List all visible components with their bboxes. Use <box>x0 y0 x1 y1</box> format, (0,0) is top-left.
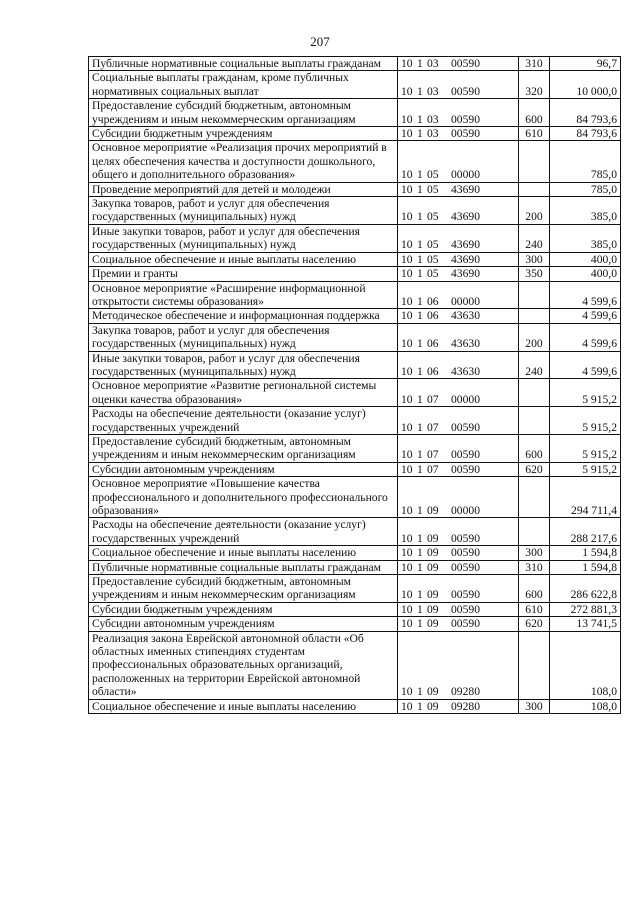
code-activity: 09 <box>427 617 439 631</box>
amount: 286 622,8 <box>550 575 621 603</box>
amount: 108,0 <box>550 699 621 713</box>
target-code <box>398 252 519 266</box>
code-activity: 06 <box>427 364 439 378</box>
code-direction: 43690 <box>451 252 480 266</box>
expense-type-code: 200 <box>519 323 550 351</box>
target-code <box>398 309 519 323</box>
table-row <box>89 631 621 699</box>
expense-type-code <box>519 309 550 323</box>
code-direction: 09280 <box>451 685 480 699</box>
code-program: 10 <box>401 210 413 224</box>
target-code <box>398 546 519 560</box>
code-subprogram: 1 <box>417 168 423 182</box>
expense-name: Социальное обеспечение и иные выплаты населению <box>89 546 398 560</box>
code-subprogram: 1 <box>417 448 423 462</box>
table-row <box>89 351 621 379</box>
budget-table <box>88 56 621 714</box>
table-row <box>89 182 621 196</box>
target-code <box>398 407 519 435</box>
expense-type-code: 600 <box>519 99 550 127</box>
code-program: 10 <box>401 168 413 182</box>
expense-name: Субсидии бюджетным учреждениям <box>89 127 398 141</box>
code-direction: 00590 <box>451 546 480 560</box>
amount: 108,0 <box>550 631 621 699</box>
expense-name: Социальное обеспечение и иные выплаты населению <box>89 252 398 266</box>
target-code <box>398 560 519 574</box>
amount: 5 915,2 <box>550 462 621 476</box>
amount: 1 594,8 <box>550 560 621 574</box>
code-subprogram: 1 <box>417 588 423 602</box>
code-activity: 07 <box>427 392 439 406</box>
table-row <box>89 617 621 631</box>
expense-type-code: 610 <box>519 127 550 141</box>
code-subprogram: 1 <box>417 127 423 141</box>
code-subprogram: 1 <box>417 685 423 699</box>
code-direction: 43630 <box>451 337 480 351</box>
code-activity: 09 <box>427 546 439 560</box>
code-subprogram: 1 <box>417 617 423 631</box>
table-row <box>89 546 621 560</box>
expense-type-code <box>519 477 550 518</box>
amount: 10 000,0 <box>550 71 621 99</box>
expense-name: Субсидии автономным учреждениям <box>89 462 398 476</box>
table-row <box>89 323 621 351</box>
expense-type-code: 320 <box>519 71 550 99</box>
expense-type-code: 350 <box>519 267 550 281</box>
expense-name: Основное мероприятие «Реализация прочих мероприятий в целях обеспечения качества и доступности дошкольного, общего и дополнительного образования» <box>89 141 398 182</box>
target-code <box>398 267 519 281</box>
table-row <box>89 477 621 518</box>
table-row <box>89 518 621 546</box>
table-row <box>89 141 621 182</box>
amount: 84 793,6 <box>550 127 621 141</box>
code-direction: 00590 <box>451 617 480 631</box>
table-row <box>89 57 621 71</box>
code-direction: 00590 <box>451 588 480 602</box>
code-program: 10 <box>401 685 413 699</box>
table-row <box>89 699 621 713</box>
target-code <box>398 575 519 603</box>
code-direction: 00000 <box>451 392 480 406</box>
table-row <box>89 309 621 323</box>
code-activity: 09 <box>427 560 439 574</box>
code-activity: 03 <box>427 127 439 141</box>
code-subprogram: 1 <box>417 462 423 476</box>
code-activity: 09 <box>427 588 439 602</box>
code-program: 10 <box>401 420 413 434</box>
code-activity: 03 <box>427 57 439 70</box>
table-row <box>89 71 621 99</box>
target-code <box>398 57 519 71</box>
target-code <box>398 351 519 379</box>
target-code <box>398 462 519 476</box>
code-program: 10 <box>401 448 413 462</box>
amount: 385,0 <box>550 197 621 225</box>
target-code <box>398 631 519 699</box>
table-row <box>89 407 621 435</box>
expense-name: Основное мероприятие «Расширение информационной открытости системы образования» <box>89 281 398 309</box>
expense-name: Иные закупки товаров, работ и услуг для обеспечения государственных (муниципальных) нужд <box>89 351 398 379</box>
target-code <box>398 127 519 141</box>
code-program: 10 <box>401 531 413 545</box>
code-subprogram: 1 <box>417 112 423 126</box>
expense-type-code <box>519 182 550 196</box>
amount: 84 793,6 <box>550 99 621 127</box>
target-code <box>398 197 519 225</box>
code-program: 10 <box>401 392 413 406</box>
code-direction: 43690 <box>451 210 480 224</box>
code-direction: 00000 <box>451 168 480 182</box>
code-activity: 07 <box>427 420 439 434</box>
code-program: 10 <box>401 546 413 560</box>
code-program: 10 <box>401 617 413 631</box>
code-activity: 09 <box>427 602 439 616</box>
target-code <box>398 602 519 616</box>
expense-name: Предоставление субсидий бюджетным, автономным учреждениям и иным некоммерческим организациям <box>89 434 398 462</box>
amount: 288 217,6 <box>550 518 621 546</box>
code-subprogram: 1 <box>417 504 423 517</box>
table-row <box>89 434 621 462</box>
code-direction: 43630 <box>451 309 480 323</box>
code-program: 10 <box>401 84 413 98</box>
amount: 400,0 <box>550 252 621 266</box>
expense-name: Проведение мероприятий для детей и молодежи <box>89 182 398 196</box>
expense-name: Расходы на обеспечение деятельности (оказание услуг) государственных учреждений <box>89 518 398 546</box>
code-subprogram: 1 <box>417 267 423 281</box>
expense-type-code: 240 <box>519 351 550 379</box>
code-activity: 06 <box>427 309 439 323</box>
code-program: 10 <box>401 238 413 252</box>
amount: 5 915,2 <box>550 379 621 407</box>
expense-name: Субсидии бюджетным учреждениям <box>89 602 398 616</box>
table-row <box>89 379 621 407</box>
table-row <box>89 197 621 225</box>
amount: 4 599,6 <box>550 351 621 379</box>
code-direction: 00590 <box>451 602 480 616</box>
expense-name: Субсидии автономным учреждениям <box>89 617 398 631</box>
table-row <box>89 281 621 309</box>
code-activity: 07 <box>427 448 439 462</box>
target-code <box>398 224 519 252</box>
amount: 785,0 <box>550 141 621 182</box>
code-activity: 05 <box>427 210 439 224</box>
target-code <box>398 141 519 182</box>
expense-name: Основное мероприятие «Повышение качества профессионального и дополнительного профессионального образования» <box>89 477 398 518</box>
code-activity: 05 <box>427 238 439 252</box>
code-direction: 43690 <box>451 182 480 196</box>
code-activity: 07 <box>427 462 439 476</box>
code-direction: 00590 <box>451 531 480 545</box>
target-code <box>398 518 519 546</box>
code-direction: 00590 <box>451 127 480 141</box>
expense-name: Закупка товаров, работ и услуг для обеспечения государственных (муниципальных) нужд <box>89 197 398 225</box>
code-direction: 00590 <box>451 448 480 462</box>
code-program: 10 <box>401 294 413 308</box>
amount: 5 915,2 <box>550 434 621 462</box>
expense-type-code: 600 <box>519 434 550 462</box>
amount: 4 599,6 <box>550 323 621 351</box>
code-subprogram: 1 <box>417 309 423 323</box>
code-program: 10 <box>401 112 413 126</box>
code-subprogram: 1 <box>417 337 423 351</box>
code-subprogram: 1 <box>417 238 423 252</box>
table-row <box>89 99 621 127</box>
code-activity: 05 <box>427 168 439 182</box>
code-activity: 05 <box>427 252 439 266</box>
amount: 4 599,6 <box>550 281 621 309</box>
amount: 400,0 <box>550 267 621 281</box>
code-program: 10 <box>401 57 413 70</box>
code-activity: 06 <box>427 294 439 308</box>
code-direction: 43690 <box>451 267 480 281</box>
code-program: 10 <box>401 699 413 713</box>
expense-name: Расходы на обеспечение деятельности (оказание услуг) государственных учреждений <box>89 407 398 435</box>
code-activity: 03 <box>427 84 439 98</box>
code-program: 10 <box>401 560 413 574</box>
code-program: 10 <box>401 267 413 281</box>
table-row <box>89 575 621 603</box>
expense-type-code <box>519 281 550 309</box>
expense-type-code: 610 <box>519 602 550 616</box>
code-subprogram: 1 <box>417 420 423 434</box>
expense-name: Закупка товаров, работ и услуг для обеспечения государственных (муниципальных) нужд <box>89 323 398 351</box>
table-row <box>89 602 621 616</box>
code-subprogram: 1 <box>417 57 423 70</box>
amount: 785,0 <box>550 182 621 196</box>
target-code <box>398 379 519 407</box>
expense-type-code: 300 <box>519 546 550 560</box>
table-row <box>89 127 621 141</box>
code-subprogram: 1 <box>417 392 423 406</box>
amount: 294 711,4 <box>550 477 621 518</box>
code-subprogram: 1 <box>417 294 423 308</box>
code-program: 10 <box>401 182 413 196</box>
code-direction: 00590 <box>451 57 480 70</box>
code-direction: 00590 <box>451 84 480 98</box>
expense-type-code <box>519 379 550 407</box>
target-code <box>398 477 519 518</box>
expense-name: Иные закупки товаров, работ и услуг для обеспечения государственных (муниципальных) нужд <box>89 224 398 252</box>
code-subprogram: 1 <box>417 210 423 224</box>
page-number: 207 <box>310 34 330 49</box>
expense-type-code: 620 <box>519 462 550 476</box>
code-direction: 43630 <box>451 364 480 378</box>
table-row <box>89 560 621 574</box>
code-subprogram: 1 <box>417 364 423 378</box>
code-subprogram: 1 <box>417 182 423 196</box>
code-direction: 00000 <box>451 294 480 308</box>
code-program: 10 <box>401 364 413 378</box>
target-code <box>398 71 519 99</box>
expense-type-code <box>519 141 550 182</box>
expense-type-code: 310 <box>519 57 550 71</box>
code-program: 10 <box>401 252 413 266</box>
code-direction: 09280 <box>451 699 480 713</box>
code-subprogram: 1 <box>417 84 423 98</box>
code-direction: 00590 <box>451 420 480 434</box>
table-row <box>89 267 621 281</box>
code-program: 10 <box>401 504 413 517</box>
code-subprogram: 1 <box>417 531 423 545</box>
code-program: 10 <box>401 462 413 476</box>
code-activity: 06 <box>427 337 439 351</box>
code-program: 10 <box>401 337 413 351</box>
expense-name: Публичные нормативные социальные выплаты гражданам <box>89 560 398 574</box>
code-activity: 03 <box>427 112 439 126</box>
expense-name: Публичные нормативные социальные выплаты гражданам <box>89 57 398 71</box>
expense-name: Социальное обеспечение и иные выплаты населению <box>89 699 398 713</box>
amount: 96,7 <box>550 57 621 71</box>
code-subprogram: 1 <box>417 699 423 713</box>
code-direction: 00590 <box>451 560 480 574</box>
code-subprogram: 1 <box>417 252 423 266</box>
code-direction: 00000 <box>451 504 480 517</box>
target-code <box>398 617 519 631</box>
target-code <box>398 699 519 713</box>
code-program: 10 <box>401 127 413 141</box>
table-row <box>89 462 621 476</box>
code-direction: 43690 <box>451 238 480 252</box>
target-code <box>398 281 519 309</box>
amount: 385,0 <box>550 224 621 252</box>
code-direction: 00590 <box>451 462 480 476</box>
amount: 13 741,5 <box>550 617 621 631</box>
expense-type-code: 300 <box>519 252 550 266</box>
code-program: 10 <box>401 588 413 602</box>
expense-type-code: 300 <box>519 699 550 713</box>
code-activity: 05 <box>427 182 439 196</box>
table-row <box>89 252 621 266</box>
code-activity: 09 <box>427 504 439 517</box>
code-program: 10 <box>401 309 413 323</box>
expense-type-code: 620 <box>519 617 550 631</box>
code-direction: 00590 <box>451 112 480 126</box>
expense-type-code: 240 <box>519 224 550 252</box>
amount: 1 594,8 <box>550 546 621 560</box>
expense-name: Премии и гранты <box>89 267 398 281</box>
expense-type-code <box>519 518 550 546</box>
table-row <box>89 224 621 252</box>
code-activity: 09 <box>427 699 439 713</box>
budget-table-body <box>89 57 621 714</box>
expense-type-code <box>519 407 550 435</box>
target-code <box>398 99 519 127</box>
target-code <box>398 434 519 462</box>
target-code <box>398 323 519 351</box>
code-subprogram: 1 <box>417 602 423 616</box>
code-activity: 09 <box>427 531 439 545</box>
expense-type-code: 200 <box>519 197 550 225</box>
expense-name: Основное мероприятие «Развитие региональной системы оценки качества образования» <box>89 379 398 407</box>
expense-name: Предоставление субсидий бюджетным, автономным учреждениям и иным некоммерческим организациям <box>89 575 398 603</box>
expense-name: Реализация закона Еврейской автономной области «Об областных именных стипендиях студентам профессиональных образовательных организаций, расположенных на территории Еврейской автономной области» <box>89 631 398 699</box>
expense-name: Методическое обеспечение и информационная поддержка <box>89 309 398 323</box>
expense-type-code: 600 <box>519 575 550 603</box>
code-activity: 05 <box>427 267 439 281</box>
expense-name: Предоставление субсидий бюджетным, автономным учреждениям и иным некоммерческим организациям <box>89 99 398 127</box>
expense-type-code: 310 <box>519 560 550 574</box>
code-program: 10 <box>401 602 413 616</box>
amount: 4 599,6 <box>550 309 621 323</box>
code-subprogram: 1 <box>417 546 423 560</box>
code-subprogram: 1 <box>417 560 423 574</box>
amount: 5 915,2 <box>550 407 621 435</box>
expense-type-code <box>519 631 550 699</box>
expense-name: Социальные выплаты гражданам, кроме публичных нормативных социальных выплат <box>89 71 398 99</box>
code-activity: 09 <box>427 685 439 699</box>
amount: 272 881,3 <box>550 602 621 616</box>
target-code <box>398 182 519 196</box>
